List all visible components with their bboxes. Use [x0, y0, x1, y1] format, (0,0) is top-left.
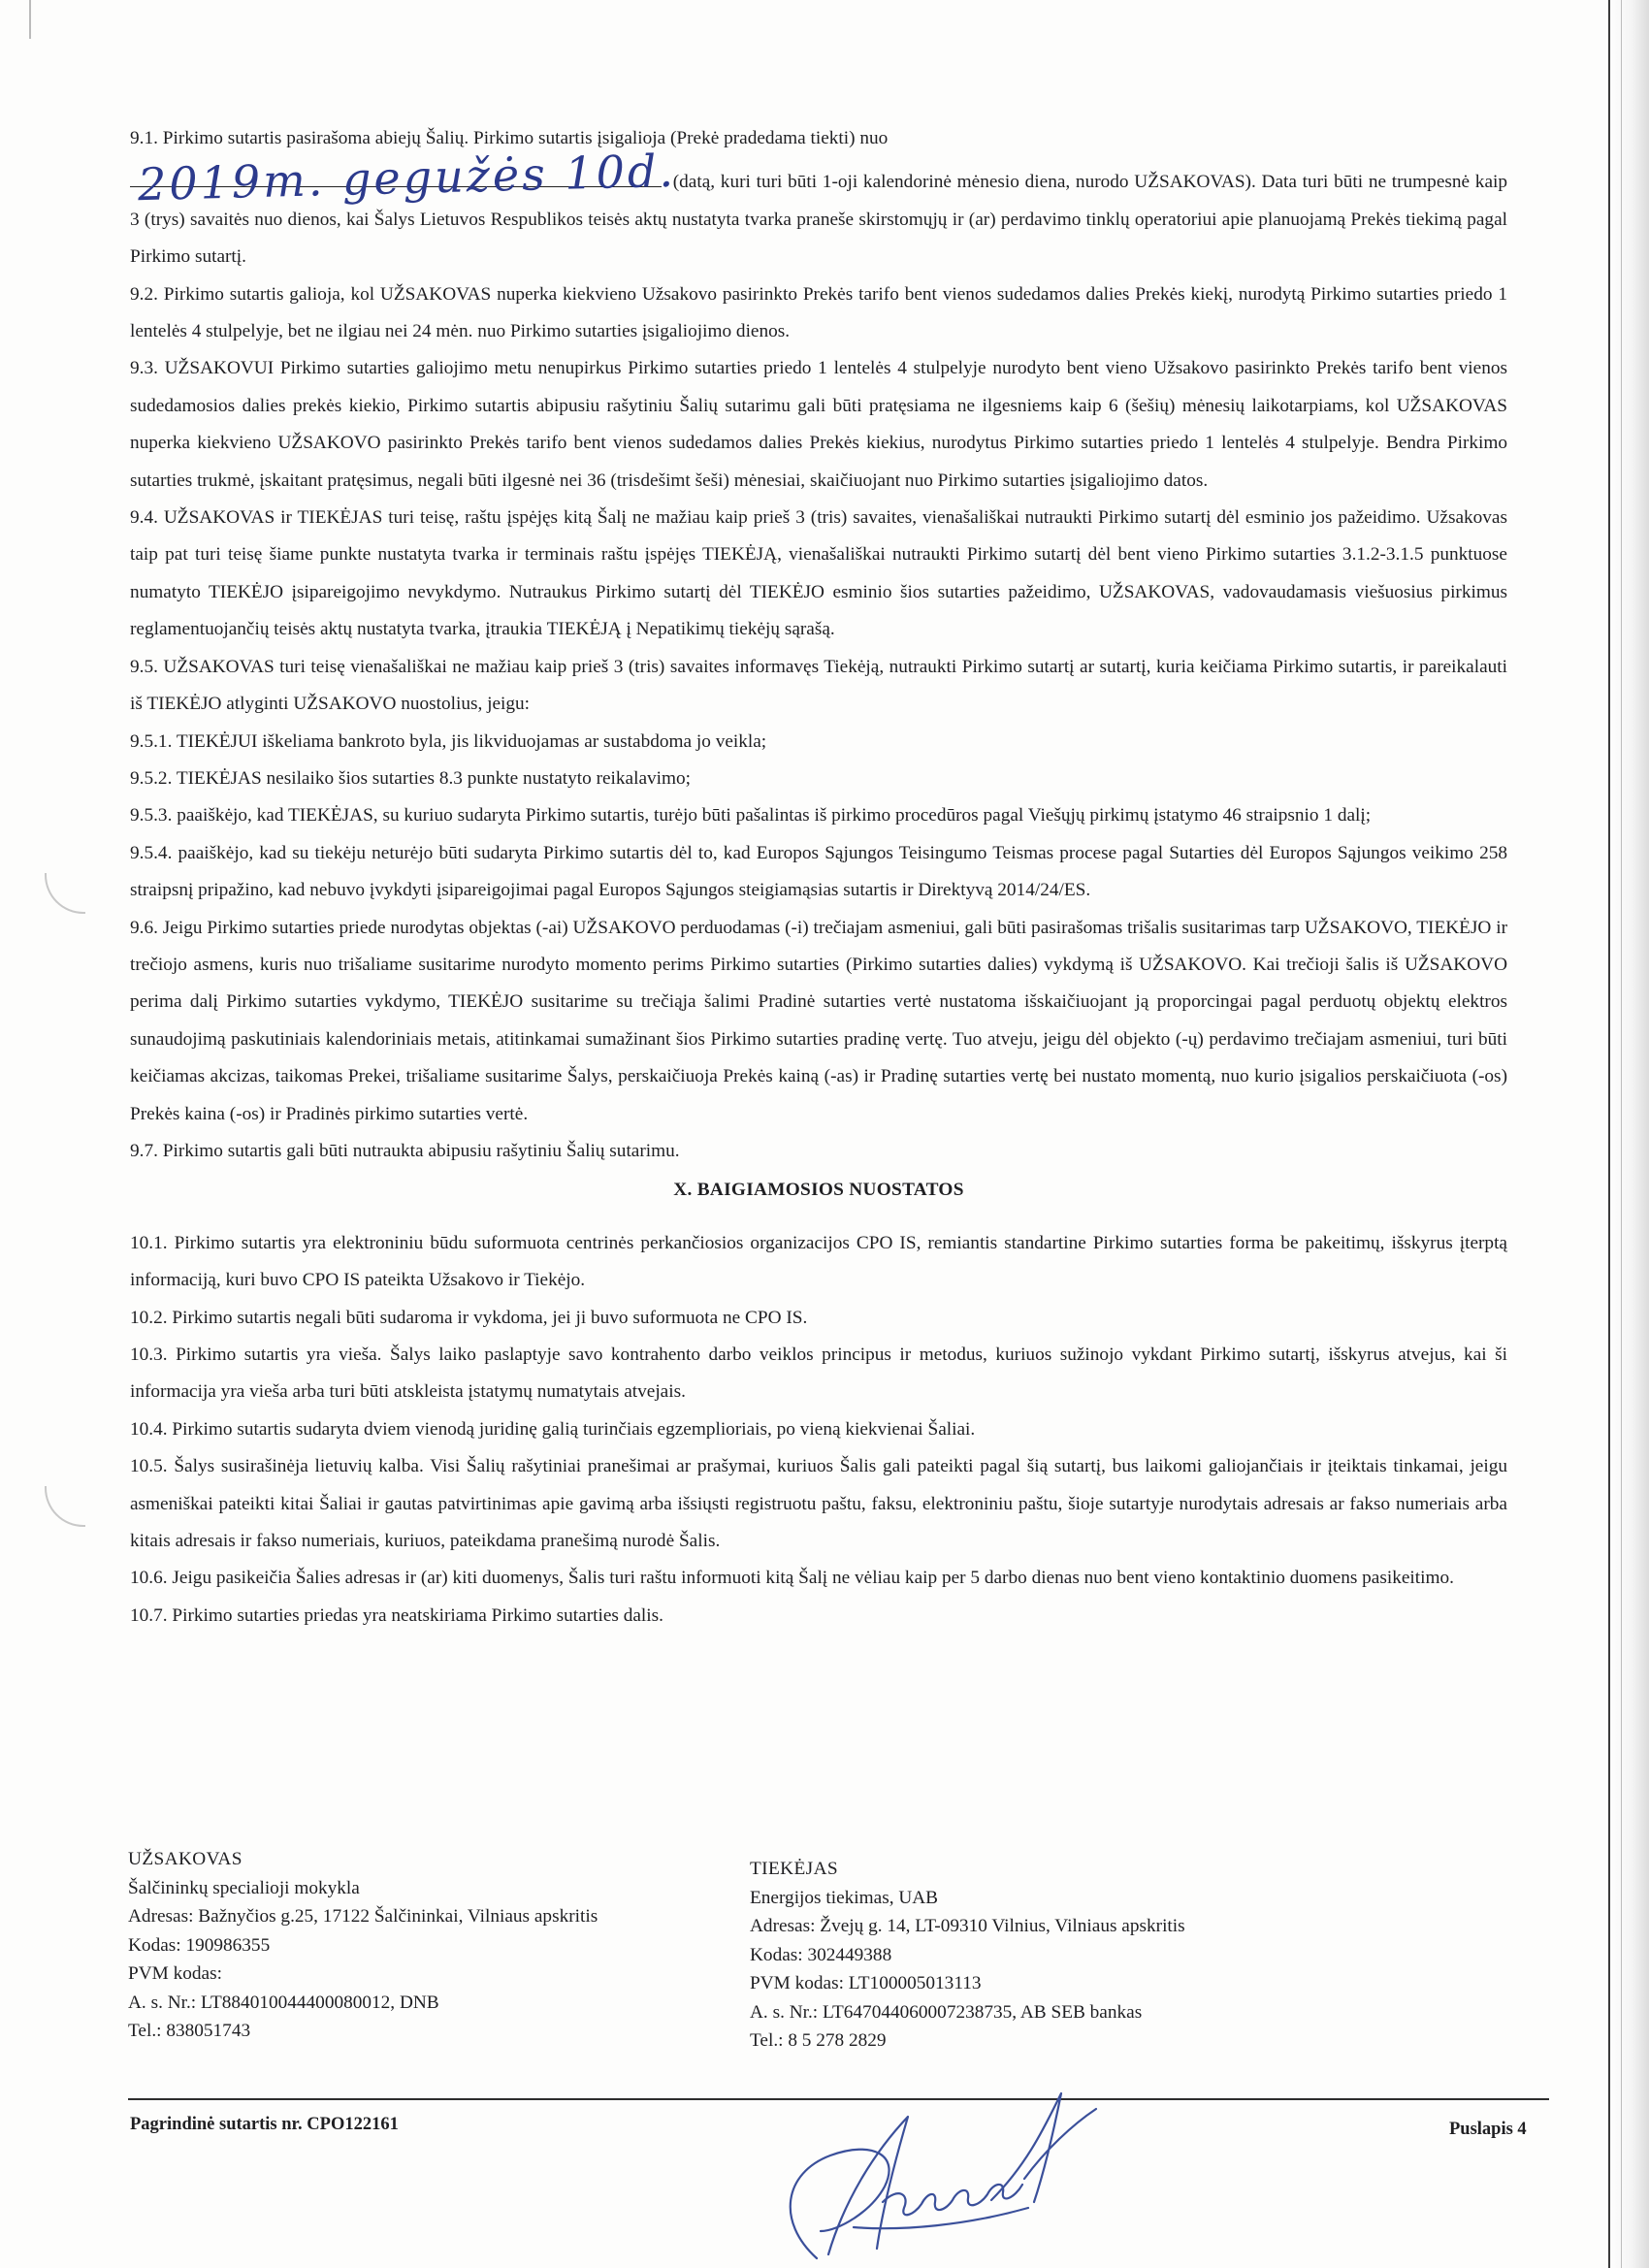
clause-10-2: 10.2. Pirkimo sutartis negali būti sudaroma ir vykdoma, jei ji buvo suformuota ne CPO IS. [130, 1307, 808, 1328]
clause-9-5: 9.5. UŽSAKOVAS turi teisę vienašališkai ne mažiau kaip prieš 3 (tris) savaites informavęs Tiekėją, nutraukti Pirkimo sutartį ar sutartį, kuria keičiama Pirkimo sutartis, ir pareikalauti iš TIEKĖJO atlyginti UŽSAKOVO nuostolius, jeigu: [130, 656, 1507, 715]
scan-mark [29, 0, 31, 39]
supplier-role: TIEKĖJAS [750, 1859, 839, 1879]
signature-strokes [791, 2093, 1096, 2258]
supplier-address: Adresas: Žvejų g. 14, LT-09310 Vilnius, Vilniaus apskritis [750, 1916, 1185, 1936]
clause-9-5-3: 9.5.3. paaiškėjo, kad TIEKĖJAS, su kuriuo sudaryta Pirkimo sutartis, turėjo būti pašalintas iš pirkimo procedūros pagal Viešųjų pirkimų įstatymo 46 straipsnio 1 dalį; [130, 805, 1372, 826]
handwritten-date: 2019m. gegužės 10d. [137, 144, 677, 211]
section-x-title: X. BAIGIAMOSIOS NUOSTATOS [673, 1180, 964, 1201]
clause-9-7: 9.7. Pirkimo sutartis gali būti nutraukta abipusiu rašytiniu Šalių sutarimu. [130, 1140, 680, 1161]
footer-page-number: Puslapis 4 [1449, 2120, 1527, 2139]
customer-code: Kodas: 190986355 [128, 1934, 271, 1956]
supplier-name: Energijos tiekimas, UAB [750, 1887, 939, 1908]
supplier-code: Kodas: 302449388 [750, 1944, 892, 1965]
clause-10-7: 10.7. Pirkimo sutarties priedas yra neatskiriama Pirkimo sutarties dalis. [130, 1604, 663, 1626]
punch-hole-mark [45, 873, 85, 914]
clause-9-3: 9.3. UŽSAKOVUI Pirkimo sutarties galiojimo metu nenupirkus Pirkimo sutarties priedo 1 lentelės 4 stulpelyje nurodyto bent vieno Užsakovo pasirinkto Prekės tarifo bent vienos sudedamosios dalies prekės kiekio, Pirkimo sutartis abipusiu rašytiniu Šalių sutarimu gali būti pratęsiama ne ilgesniems kaip 6 (šešių) mėnesių laikotarpiams, kol UŽSAKOVAS nuperka kiekvieno UŽSAKOVO pasirinkto Prekės tarifo bent vienos sudedamos dalies Prekės kiekius, nurodytus Pirkimo sutarties priedo 1 lentelės 4 stulpelyje. Bendra Pirkimo sutarties trukmė, įskaitant pratęsimus, negali būti ilgesnė nei 36 (trisdešimt šeši) mėnesiai, skaičiuojant nuo Pirkimo sutarties įsigaliojimo datos. [130, 358, 1507, 491]
customer-block [128, 1845, 598, 2046]
clause-10-1: 10.1. Pirkimo sutartis yra elektroniniu būdu suformuota centrinės perkančiosios organizacijos CPO IS, remiantis standartine Pirkimo sutarties forma be pakeitimų, išskyrus įterptą informaciją, kuri buvo CPO IS pateikta Užsakovo ir Tiekėjo. [130, 1232, 1507, 1291]
punch-hole-mark [45, 1486, 85, 1527]
customer-vat: PVM kodas: [128, 1963, 222, 1984]
clause-10-6: 10.6. Jeigu pasikeičia Šalies adresas ir (ar) kiti duomenys, Šalis turi raštu informuoti kitą Šalį ne vėliau kaip per 5 darbo dienas nuo bent vieno kontaktinio duomens pasikeitimo. [130, 1568, 1454, 1589]
clause-9-5-1: 9.5.1. TIEKĖJUI iškeliama bankroto byla, jis likviduojamas ar sustabdoma jo veikla; [130, 730, 767, 752]
customer-role: UŽSAKOVAS [128, 1849, 242, 1869]
supplier-vat: PVM kodas: LT100005013113 [750, 1973, 982, 1993]
clause-9-1 [130, 120, 1507, 276]
supplier-block [750, 1855, 1185, 2056]
supplier-phone: Tel.: 8 5 278 2829 [750, 2030, 887, 2051]
section-gap [130, 1210, 1507, 1225]
signature-image [737, 2086, 1106, 2265]
contract-body [130, 120, 1507, 1635]
supplier-account: A. s. Nr.: LT647044060007238735, AB SEB bankas [750, 2001, 1143, 2023]
clause-9-1-rest: (datą, kuri turi būti 1-oji kalendorinė mėnesio diena, nurodo UŽSAKOVAS). Data turi būti ne trumpesnė kaip 3 (trys) savaitės nuo dienos, kai Šalys Lietuvos Respublikos teisės aktų nustatyta tvarka praneše skirstomųjų ir (ar) perdavimo tinklų operatoriui apie planuojamą Prekės tiekimą pagal Pirkimo sutartį. [130, 172, 1507, 268]
customer-address: Adresas: Bažnyčios g.25, 17122 Šalčininkai, Vilniaus apskritis [128, 1906, 598, 1927]
customer-account: A. s. Nr.: LT884010044400080012, DNB [128, 1992, 439, 2013]
clause-9-5-2: 9.5.2. TIEKĖJAS nesilaiko šios sutarties 8.3 punkte nustatyto reikalavimo; [130, 767, 692, 789]
customer-name: Šalčininkų specialioji mokykla [128, 1877, 360, 1898]
clause-9-2: 9.2. Pirkimo sutartis galioja, kol UŽSAKOVAS nuperka kiekvieno Užsakovo pasirinkto Prekės tarifo bent vienos sudedamos dalies Prekės kiekį, nurodytą Pirkimo sutarties priedo 1 lentelės 4 stulpelyje, bet ne ilgiau nei 24 mėn. nuo Pirkimo sutarties įsigaliojimo dienos. [130, 283, 1507, 342]
scan-edge-line [1608, 0, 1610, 2268]
footer-contract-number: Pagrindinė sutartis nr. CPO122161 [130, 2115, 399, 2134]
date-fill-line [130, 144, 677, 211]
scan-edge-line-secondary [1621, 0, 1622, 2268]
clause-10-3: 10.3. Pirkimo sutartis yra vieša. Šalys laiko paslaptyje savo kontrahento darbo veiklos principus ir metodus, kuriuos sužinojo vykdant Pirkimo sutartį, išskyrus atvejus, kai ši informacija yra vieša arba turi būti atskleista įstatymų numatytais atvejais. [130, 1345, 1507, 1403]
clause-10-5: 10.5. Šalys susirašinėja lietuvių kalba. Visi Šalių rašytiniai pranešimai ar prašymai, kuriuos Šalis gali pateikti pagal šią sutartį, bus laikomi galiojančiais ir įteiktais tinkamai, jeigu asmeniškai pateikti kitai Šaliai ir gautas patvirtinimas apie gavimą arba išsiųsti registruotu paštu, faksu, elektroniniu paštu, šioje sutartyje nurodytais adresais ar fakso numeriais arba kitais adresais ir fakso numeriais, kuriuos, pateikdama pranešimą nurodė Šalis. [130, 1456, 1507, 1552]
scan-edge [1606, 0, 1649, 2268]
clause-9-1-lead: 9.1. Pirkimo sutartis pasirašoma abiejų Šalių. Pirkimo sutartis įsigalioja (Prekė pradedama tiekti) nuo [130, 128, 889, 148]
customer-phone: Tel.: 838051743 [128, 2021, 251, 2041]
clause-9-5-4: 9.5.4. paaiškėjo, kad su tiekėju neturėjo būti sudaryta Pirkimo sutartis dėl to, kad Europos Sąjungos Teisingumo Teismas procese pagal Sutarties dėl Europos Sąjungos veikimo 258 straipsnį pripažino, kad nebuvo įvykdyti įsipareigojimai pagal Europos Sąjungos steigiamąsias sutartis ir Direktyvą 2014/24/ES. [130, 842, 1507, 901]
clause-10-4: 10.4. Pirkimo sutartis sudaryta dviem vienodą juridinę galią turinčiais egzemplioriais, po vieną kiekvienai Šaliai. [130, 1418, 976, 1440]
clause-9-4: 9.4. UŽSAKOVAS ir TIEKĖJAS turi teisę, raštu įspėjęs kitą Šalį ne mažiau kaip prieš 3 (tris) savaites, vienašališkai nutraukti Pirkimo sutartį dėl esminio jos pažeidimo. Užsakovas taip pat turi teisę šiame punkte nustatyta tvarka ir terminais raštu įspėjęs TIEKĖJĄ, vienašališkai nutraukti Pirkimo sutartį dėl bent vieno Pirkimo sutarties 3.1.2-3.1.5 punktuose numatyto TIEKĖJO įsipareigojimo nevykdymo. Nutraukus Pirkimo sutartį dėl TIEKĖJO esminio šios sutarties pažeidimo, UŽSAKOVAS, vadovaudamasis viešuosius pirkimus reglamentuojančių teisės aktų nustatyta tvarka, įtraukia TIEKĖJĄ į Nepatikimų tiekėjų sąrašą. [130, 507, 1507, 640]
clause-9-6: 9.6. Jeigu Pirkimo sutarties priede nurodytas objektas (-ai) UŽSAKOVO perduodamas (-i) trečiajam asmeniui, gali būti pasirašomas trišalis susitarimas tarp UŽSAKOVO, TIEKĖJO ir trečiojo asmens, kuris nuo trišaliame susitarime nurodyto momento perims Pirkimo sutarties (Pirkimo sutarties dalies) vykdymą iš UŽSAKOVO. Kai trečioji šalis iš UŽSAKOVO perima dalį Pirkimo sutarties vykdymo, TIEKĖJO susitarime su trečiąja šalimi Pradinė sutarties vertė nustatoma išskaičiuojant ją proporcingai pagal perduotų objektų elektros sunaudojimą paskutiniais kalendoriniais metais, atitinkamai sumažinant šios Pirkimo sutarties pradinę vertę. Tuo atveju, jeigu dėl objekto (-ų) perdavimo trečiajam asmeniui, turi būti keičiamas akcizas, taikomas Prekei, trišaliame susitarime Šalys, perskaičiuoja Prekės kainą (-as) ir Pradinę sutarties vertę bei nustato momentą, nuo kurio įsigalios perskaičiuota (-os) Prekės kaina (-os) ir Pradinės pirkimo sutarties vertė. [130, 917, 1507, 1124]
